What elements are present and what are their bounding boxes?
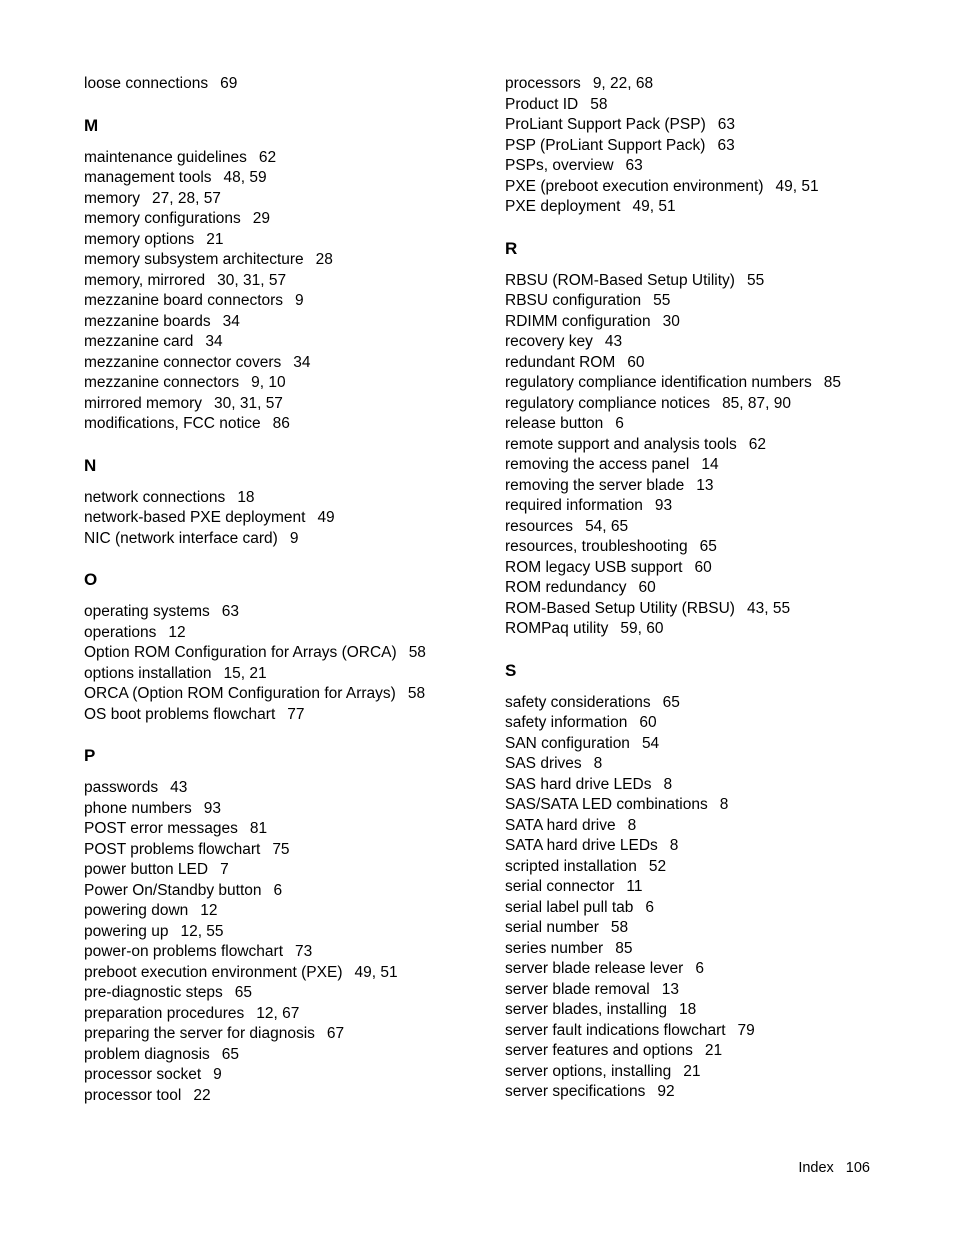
index-entry xyxy=(84,664,504,685)
index-page-refs[interactable]: 13 xyxy=(696,476,714,494)
index-entry xyxy=(84,230,504,251)
index-term: memory xyxy=(84,189,140,207)
index-entry xyxy=(505,455,925,476)
index-page-refs[interactable]: 22 xyxy=(193,1086,211,1104)
index-group xyxy=(84,456,504,550)
index-page-refs[interactable]: 59, 60 xyxy=(620,620,664,637)
index-group xyxy=(505,74,925,218)
index-entry xyxy=(505,836,925,857)
index-entry xyxy=(505,599,925,620)
index-term: resources, troubleshooting xyxy=(505,538,688,555)
index-entry xyxy=(84,353,504,374)
index-entry xyxy=(505,74,925,95)
index-letter-heading: O xyxy=(84,570,98,589)
index-entry xyxy=(84,414,504,435)
index-entry xyxy=(505,898,925,919)
index-entry xyxy=(505,95,925,116)
index-entry xyxy=(84,209,504,230)
index-term: NIC (network interface card) xyxy=(84,529,278,547)
index-group xyxy=(84,116,504,435)
index-term: ROM-Based Setup Utility (RBSU) xyxy=(505,599,735,617)
index-term: ProLiant Support Pack (PSP) xyxy=(505,116,706,133)
index-entry xyxy=(505,918,925,939)
index-page-refs[interactable]: 85 xyxy=(823,374,841,391)
index-term: processors xyxy=(505,75,581,92)
index-page-refs[interactable]: 63 xyxy=(717,136,735,154)
index-entry xyxy=(84,643,504,664)
index-entry xyxy=(505,734,925,755)
index-term: ROM redundancy xyxy=(505,579,627,596)
index-entry xyxy=(505,435,925,456)
index-term: OS boot problems flowchart xyxy=(84,705,276,723)
index-term: recovery key xyxy=(505,333,593,350)
index-page-refs[interactable]: 65 xyxy=(662,693,680,711)
index-column-left xyxy=(84,74,504,1106)
index-entry xyxy=(505,959,925,980)
index-page-refs[interactable]: 49, 51 xyxy=(354,963,398,981)
index-entry xyxy=(505,156,925,177)
index-page-refs[interactable]: 8 xyxy=(627,816,637,834)
index-page-refs[interactable]: 43, 55 xyxy=(746,599,791,617)
index-page-refs[interactable]: 43 xyxy=(604,333,623,350)
index-term: SAS drives xyxy=(505,755,582,772)
index-term: RBSU (ROM-Based Setup Utility) xyxy=(505,271,735,289)
index-page-refs[interactable]: 34 xyxy=(293,353,311,371)
index-entry xyxy=(505,373,925,394)
index-page-refs[interactable]: 58 xyxy=(408,644,426,661)
index-entry xyxy=(505,558,925,579)
index-entry xyxy=(505,136,925,157)
index-term: PSP (ProLiant Support Pack) xyxy=(505,136,706,154)
index-page-refs[interactable]: 29 xyxy=(252,210,271,227)
index-entry xyxy=(505,177,925,198)
index-entry xyxy=(84,778,504,799)
index-term: mezzanine card xyxy=(84,333,194,350)
index-page-refs[interactable]: 63 xyxy=(221,603,240,620)
index-term: regulatory compliance notices xyxy=(505,394,711,412)
index-entry xyxy=(84,291,504,312)
index-group xyxy=(505,661,925,1103)
index-page-refs[interactable]: 30, 31, 57 xyxy=(217,271,287,289)
index-term: serial number xyxy=(505,919,599,936)
index-page-refs[interactable]: 18 xyxy=(678,1001,697,1018)
index-term: memory configurations xyxy=(84,210,241,227)
index-entry xyxy=(505,754,925,775)
index-page-refs[interactable]: 62 xyxy=(258,148,277,166)
index-entry xyxy=(84,1065,504,1086)
index-entry xyxy=(505,394,925,415)
index-term: mezzanine connectors xyxy=(84,374,240,391)
index-entry xyxy=(505,578,925,599)
index-page-refs[interactable]: 12 xyxy=(168,623,186,641)
index-term: server blade removal xyxy=(505,980,650,998)
index-entry xyxy=(505,414,925,435)
index-term: powering up xyxy=(84,922,169,940)
index-page-refs[interactable]: 85, 87, 90 xyxy=(722,394,792,412)
index-entry xyxy=(505,1062,925,1083)
index-term: safety considerations xyxy=(505,693,651,711)
index-term: server options, installing xyxy=(505,1062,672,1080)
index-entry xyxy=(84,1004,504,1025)
index-entry xyxy=(84,1045,504,1066)
index-page-refs[interactable]: 65 xyxy=(221,1045,240,1063)
index-entry xyxy=(505,496,925,517)
index-entry xyxy=(84,799,504,820)
index-term: ROM legacy USB support xyxy=(505,558,683,576)
index-entry xyxy=(84,168,504,189)
index-term: resources xyxy=(505,517,574,535)
index-term: passwords xyxy=(84,779,159,796)
index-term: processor socket xyxy=(84,1066,202,1083)
index-page-refs[interactable]: 55 xyxy=(746,271,765,289)
index-page-refs[interactable]: 8 xyxy=(593,755,603,772)
footer-page-number: 106 xyxy=(845,1160,870,1176)
index-group xyxy=(84,570,504,725)
index-page-refs[interactable]: 9 xyxy=(213,1066,222,1083)
index-page-refs[interactable]: 9, 10 xyxy=(251,374,286,391)
index-term: server specifications xyxy=(505,1083,646,1100)
index-term: network-based PXE deployment xyxy=(84,509,306,526)
index-page-refs[interactable]: 60 xyxy=(638,579,656,596)
index-page-refs[interactable]: 30 xyxy=(662,312,680,330)
index-group xyxy=(84,746,504,1106)
index-page-refs[interactable]: 6 xyxy=(615,415,624,432)
index-term: serial label pull tab xyxy=(505,898,634,916)
index-entry xyxy=(505,271,925,292)
index-term: PXE deployment xyxy=(505,198,621,215)
index-term: regulatory compliance identification numbers xyxy=(505,374,812,391)
index-term: memory, mirrored xyxy=(84,271,206,289)
index-page-refs[interactable]: 93 xyxy=(203,799,221,817)
index-term: SAN configuration xyxy=(505,734,630,752)
index-term: ORCA (Option ROM Configuration for Arrays) xyxy=(84,685,396,702)
index-entry xyxy=(505,517,925,538)
index-term: modifications, FCC notice xyxy=(84,415,261,432)
index-entry xyxy=(84,312,504,333)
index-entry xyxy=(505,713,925,734)
index-term: pre-diagnostic steps xyxy=(84,984,223,1001)
index-term: preparation procedures xyxy=(84,1004,245,1022)
index-entry xyxy=(84,901,504,922)
index-term: release button xyxy=(505,415,604,432)
index-page-refs[interactable]: 34 xyxy=(205,333,223,350)
index-entry xyxy=(505,291,925,312)
index-entry xyxy=(505,939,925,960)
index-page-refs[interactable]: 9 xyxy=(295,292,304,309)
index-letter-heading: N xyxy=(84,455,97,475)
index-page-refs[interactable]: 60 xyxy=(694,558,712,576)
index-letter-heading: M xyxy=(84,115,99,135)
index-term: server blade release lever xyxy=(505,960,684,977)
index-term: options installation xyxy=(84,664,212,682)
index-term: management tools xyxy=(84,169,212,186)
index-entry xyxy=(84,74,504,95)
index-term: server fault indications flowchart xyxy=(505,1021,726,1039)
index-entry xyxy=(505,197,925,218)
index-page-refs[interactable]: 54 xyxy=(641,734,660,752)
index-term: PSPs, overview xyxy=(505,157,614,174)
index-term: Power On/Standby button xyxy=(84,881,262,899)
index-page-refs[interactable]: 81 xyxy=(249,820,268,837)
index-page-refs[interactable]: 52 xyxy=(648,857,667,875)
index-entry xyxy=(505,332,925,353)
index-term: server blades, installing xyxy=(505,1001,667,1018)
index-page-refs[interactable]: 8 xyxy=(719,796,729,813)
index-page-refs[interactable]: 63 xyxy=(625,157,643,174)
index-term: SAS hard drive LEDs xyxy=(505,775,652,793)
index-entry xyxy=(505,537,925,558)
index-page-refs[interactable]: 13 xyxy=(661,980,679,998)
index-term: Option ROM Configuration for Arrays (ORCA) xyxy=(84,644,397,661)
index-page-refs[interactable]: 73 xyxy=(295,943,313,960)
index-page-refs[interactable]: 21 xyxy=(206,230,224,248)
index-term: memory subsystem architecture xyxy=(84,251,304,268)
index-group xyxy=(505,239,925,640)
index-letter-heading: S xyxy=(505,660,517,680)
index-term: operations xyxy=(84,623,157,641)
index-page-refs[interactable]: 12, 55 xyxy=(180,922,224,940)
index-entry xyxy=(505,877,925,898)
index-term: mezzanine connector covers xyxy=(84,353,282,371)
index-entry xyxy=(84,963,504,984)
index-term: Product ID xyxy=(505,95,579,113)
index-column-right xyxy=(505,74,925,1103)
index-page-refs[interactable]: 58 xyxy=(407,685,426,702)
index-term: power button LED xyxy=(84,861,209,878)
index-entry xyxy=(84,508,504,529)
index-entry xyxy=(505,857,925,878)
index-page-refs[interactable]: 8 xyxy=(669,837,679,854)
index-page-refs[interactable]: 21 xyxy=(683,1062,701,1080)
index-term: mezzanine boards xyxy=(84,312,211,330)
index-entry xyxy=(505,1041,925,1062)
index-entry xyxy=(84,1024,504,1045)
index-page-refs[interactable]: 28 xyxy=(315,251,333,268)
index-term: maintenance guidelines xyxy=(84,148,247,166)
index-entry xyxy=(84,148,504,169)
index-entry xyxy=(505,816,925,837)
index-term: POST problems flowchart xyxy=(84,840,261,858)
index-page-refs[interactable]: 67 xyxy=(326,1025,345,1042)
index-entry xyxy=(505,1082,925,1103)
index-page-refs[interactable]: 58 xyxy=(590,95,608,113)
index-page-refs[interactable]: 18 xyxy=(237,488,255,506)
index-entry xyxy=(505,795,925,816)
index-entry xyxy=(505,312,925,333)
index-entry xyxy=(84,819,504,840)
index-entry xyxy=(84,623,504,644)
index-entry xyxy=(84,840,504,861)
index-entry xyxy=(84,602,504,623)
index-entry xyxy=(505,1021,925,1042)
index-term: SAS/SATA LED combinations xyxy=(505,796,708,813)
index-page-refs[interactable]: 21 xyxy=(704,1042,723,1059)
index-page-refs[interactable]: 92 xyxy=(657,1083,675,1100)
index-term: memory options xyxy=(84,230,195,248)
index-entry xyxy=(84,488,504,509)
index-term: loose connections xyxy=(84,75,209,92)
index-term: phone numbers xyxy=(84,799,192,817)
index-entry xyxy=(84,189,504,210)
index-term: RBSU configuration xyxy=(505,292,642,309)
index-term: RDIMM configuration xyxy=(505,312,651,330)
index-entry xyxy=(84,881,504,902)
index-term: network connections xyxy=(84,488,226,506)
index-letter-heading: R xyxy=(505,238,518,258)
index-entry xyxy=(84,250,504,271)
index-entry xyxy=(84,942,504,963)
index-entry xyxy=(84,705,504,726)
index-entry xyxy=(84,373,504,394)
index-entry xyxy=(84,983,504,1004)
index-entry xyxy=(505,476,925,497)
index-page-refs[interactable]: 60 xyxy=(627,353,645,371)
index-page-refs[interactable]: 93 xyxy=(654,497,673,514)
index-page-refs[interactable]: 12 xyxy=(200,902,218,919)
index-entry xyxy=(84,684,504,705)
index-page-refs[interactable]: 65 xyxy=(699,538,717,555)
index-page-refs[interactable]: 8 xyxy=(663,775,673,793)
index-term: SATA hard drive xyxy=(505,816,616,834)
index-page-refs[interactable]: 27, 28, 57 xyxy=(151,189,221,207)
index-letter-heading: P xyxy=(84,746,96,765)
index-page-refs[interactable]: 6 xyxy=(645,898,655,916)
index-term: processor tool xyxy=(84,1086,182,1104)
index-page-refs[interactable]: 65 xyxy=(234,984,252,1001)
index-term: mezzanine board connectors xyxy=(84,292,284,309)
index-page-refs[interactable]: 54, 65 xyxy=(585,517,629,535)
index-group xyxy=(84,74,504,95)
index-term: scripted installation xyxy=(505,857,637,875)
index-page-refs[interactable]: 7 xyxy=(220,861,229,878)
index-page-refs[interactable]: 9 xyxy=(289,529,299,547)
index-page-refs[interactable]: 69 xyxy=(220,75,238,92)
index-page-refs[interactable]: 48, 59 xyxy=(223,169,267,186)
index-page-refs[interactable]: 86 xyxy=(272,415,290,432)
index-term: serial connector xyxy=(505,878,615,895)
index-page-refs[interactable]: 49, 51 xyxy=(632,198,676,215)
index-page-refs[interactable]: 63 xyxy=(717,116,735,133)
index-entry xyxy=(84,529,504,550)
index-entry xyxy=(505,115,925,136)
index-term: power-on problems flowchart xyxy=(84,943,284,960)
index-entry xyxy=(505,693,925,714)
index-page-refs[interactable]: 60 xyxy=(639,714,657,731)
index-entry xyxy=(84,860,504,881)
index-term: redundant ROM xyxy=(505,353,616,371)
index-page-refs[interactable]: 77 xyxy=(287,705,305,723)
index-term: preboot execution environment (PXE) xyxy=(84,963,343,981)
index-page-refs[interactable]: 12, 67 xyxy=(256,1004,300,1022)
index-page-refs[interactable]: 79 xyxy=(737,1021,755,1039)
index-entry xyxy=(84,922,504,943)
index-term: SATA hard drive LEDs xyxy=(505,837,658,854)
index-page-refs[interactable]: 6 xyxy=(273,881,283,899)
footer-section: Index xyxy=(798,1160,834,1176)
index-page-refs[interactable]: 11 xyxy=(626,878,643,895)
index-page-refs[interactable]: 6 xyxy=(695,960,704,977)
index-entry xyxy=(505,1000,925,1021)
index-term: removing the access panel xyxy=(505,456,690,473)
index-term: removing the server blade xyxy=(505,476,685,494)
index-term: problem diagnosis xyxy=(84,1045,210,1063)
index-page-refs[interactable]: 49 xyxy=(317,509,335,526)
index-page-refs[interactable]: 49, 51 xyxy=(775,177,819,195)
index-entry xyxy=(84,271,504,292)
index-term: ROMPaq utility xyxy=(505,620,609,637)
page-footer xyxy=(798,1158,870,1178)
index-term: powering down xyxy=(84,902,189,919)
index-page-refs[interactable]: 30, 31, 57 xyxy=(213,394,283,412)
index-page-refs[interactable]: 75 xyxy=(272,840,290,858)
index-entry xyxy=(505,980,925,1001)
index-page-refs[interactable]: 15, 21 xyxy=(223,664,267,682)
index-page-refs[interactable]: 14 xyxy=(701,456,719,473)
index-entry xyxy=(84,332,504,353)
index-term: safety information xyxy=(505,714,628,731)
index-page-refs[interactable]: 34 xyxy=(222,312,240,330)
index-entry xyxy=(505,353,925,374)
index-page-refs[interactable]: 85 xyxy=(615,939,633,957)
index-page-refs[interactable]: 62 xyxy=(748,435,767,453)
index-term: operating systems xyxy=(84,603,210,620)
index-page-refs[interactable]: 58 xyxy=(610,919,629,936)
index-term: required information xyxy=(505,497,643,514)
index-page-refs[interactable]: 55 xyxy=(653,292,671,309)
index-entry xyxy=(505,775,925,796)
index-term: remote support and analysis tools xyxy=(505,435,737,453)
index-page-refs[interactable]: 43 xyxy=(170,779,188,796)
index-term: server features and options xyxy=(505,1042,693,1059)
index-entry xyxy=(505,619,925,640)
index-term: preparing the server for diagnosis xyxy=(84,1025,315,1042)
index-term: POST error messages xyxy=(84,820,238,837)
index-term: series number xyxy=(505,939,604,957)
index-page-refs[interactable]: 9, 22, 68 xyxy=(592,75,654,92)
index-term: PXE (preboot execution environment) xyxy=(505,177,764,195)
index-entry xyxy=(84,394,504,415)
index-term: mirrored memory xyxy=(84,394,202,412)
index-entry xyxy=(84,1086,504,1107)
